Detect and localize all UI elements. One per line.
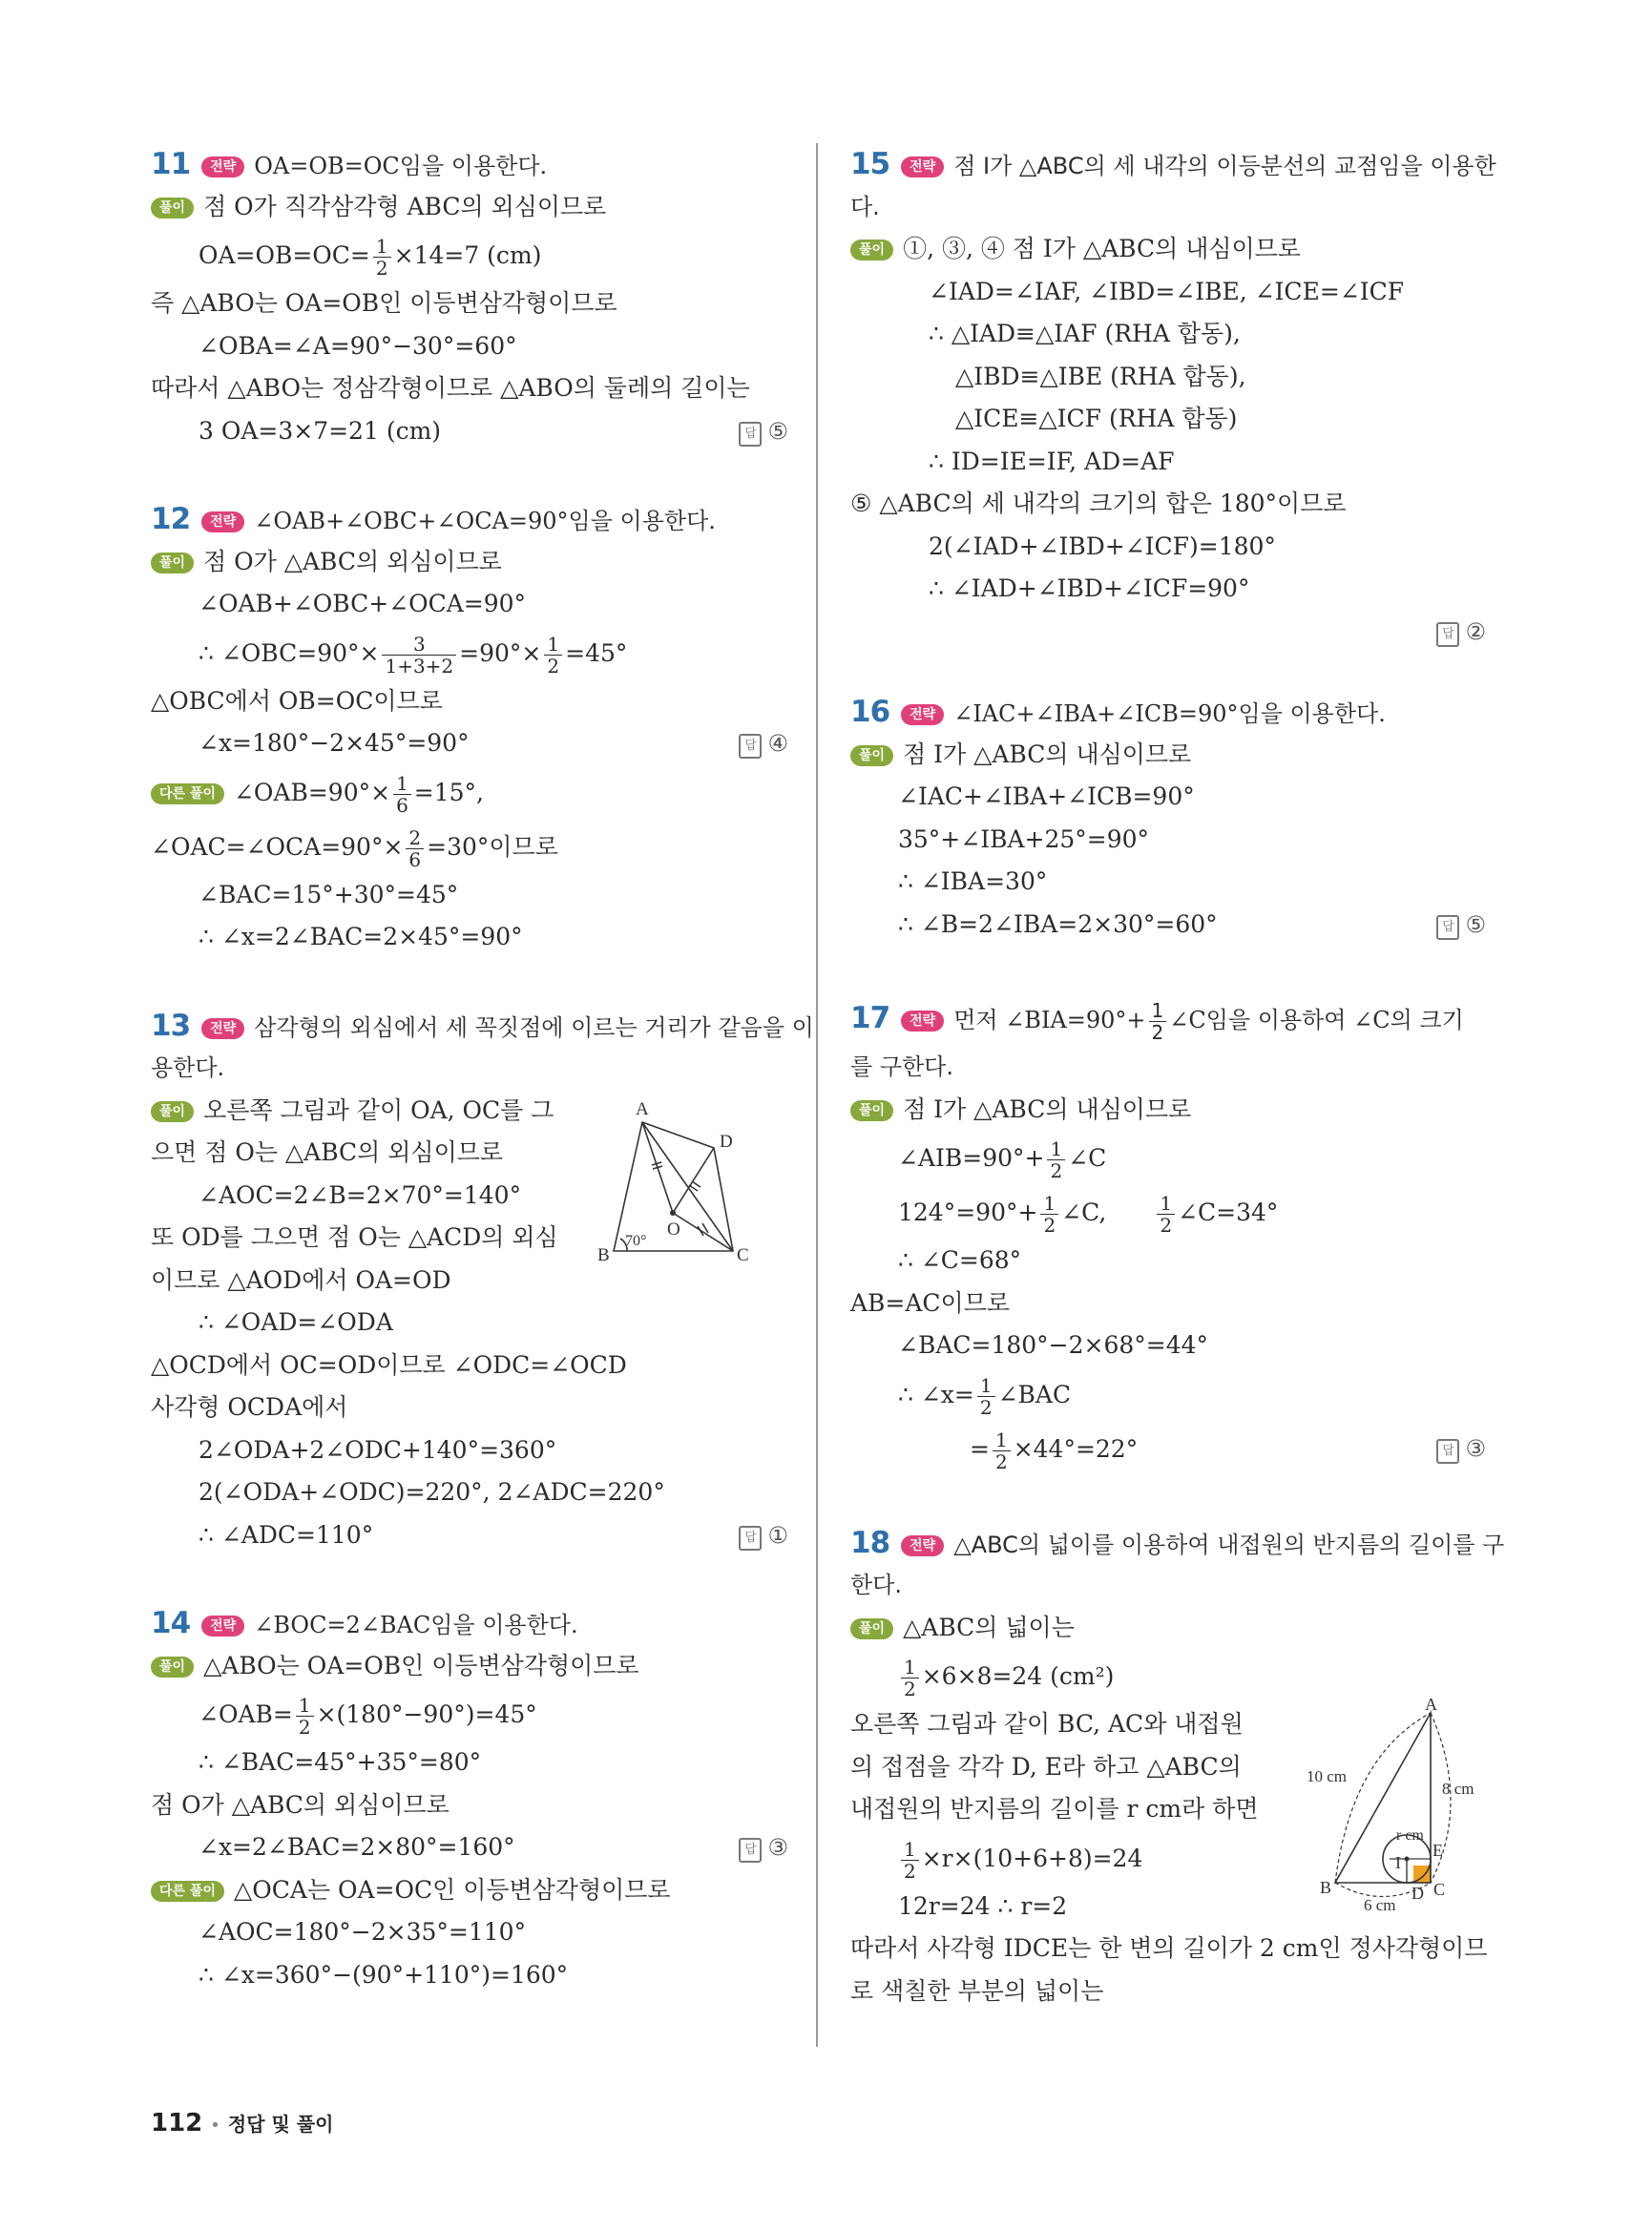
fraction: $\frac{1}{2}$ — [373, 236, 391, 279]
solution-line: △ICE≡△ICF (RHA 합동) — [955, 405, 1238, 432]
solution-line: ∴ ∠x=360°−(90°+110°)=160° — [199, 1960, 569, 1989]
solution-line: 이므로 △AOD에서 OA=OD — [151, 1265, 451, 1294]
label-radius: r cm — [1396, 1826, 1424, 1844]
right-column — [850, 143, 1505, 2012]
solution-line: 3 OA=3×7=21 (cm) — [199, 416, 442, 445]
answer-icon: 답 — [739, 734, 762, 759]
alt-solution-badge: 다른 풀이 — [151, 783, 224, 804]
problem-number: 15 — [850, 147, 890, 181]
fraction: $\frac{1}{2}$ — [1040, 1193, 1058, 1236]
solution-line: ∠IAD=∠IAF, ∠IBD=∠IBE, ∠ICE=∠ICF — [929, 277, 1405, 305]
answer-mark: 답 ⑤ — [1436, 904, 1486, 947]
label-bc-length: 6 cm — [1364, 1895, 1396, 1913]
answer-icon: 답 — [1436, 915, 1459, 940]
solution-badge: 풀이 — [151, 553, 194, 573]
solution-line: ∠OBA=∠A=90°−30°=60° — [199, 331, 517, 360]
label-c: C — [737, 1244, 749, 1265]
solution-line: ∴ ∠x=2∠BAC=2×45°=90° — [199, 923, 523, 950]
fraction: $\frac{1}{2}$ — [901, 1839, 919, 1882]
label-a: A — [636, 1098, 649, 1119]
solution-line: 2(∠ODA+∠ODC)=220°, 2∠ADC=220° — [199, 1478, 665, 1506]
problem-number: 12 — [151, 502, 191, 536]
problem-12: 12 전략 ∠OAB+∠OBC+∠OCA=90°임을 이용한다. 풀이 점 O가 △ABC의 외심이므로 ∠OAB+∠OBC+∠OCA=90° ∴ ∠OBC=90°× $\frac{3}{1+3+2}$ =90°× $\frac{1}{2}$ =45° △OBC에서 OB=OC이므로 ∠x=180°−2×45°=90° 답 ④ 다른 풀이 ∠OAB=90°× $\frac{1}{6}$ =15°, ∠OAC=∠OCA=90°× $\frac{2}{6}$ =30°이므로 ∠BAC=15°+30°=45° ∴ ∠x=2∠BAC=2×45°=90° — [151, 498, 788, 959]
label-a: A — [1425, 1698, 1437, 1714]
strategy-text: 한다. — [850, 1572, 902, 1598]
label-ac-length: 8 cm — [1442, 1779, 1474, 1798]
strategy-text: ∠IAC+∠IBA+∠ICB=90°임을 이용한다. — [953, 700, 1386, 727]
solution-line: 12r=24 ∴ r=2 — [898, 1891, 1068, 1920]
problem-number: 16 — [850, 695, 890, 729]
solution-line: 즉 △ABO는 OA=OB인 이등변삼각형이므로 — [151, 289, 617, 317]
fraction: $\frac{1}{2}$ — [901, 1657, 919, 1699]
problem-15: 15 전략 점 I가 △ABC의 세 내각의 이등분선의 교점임을 이용한 다. 풀이 ①, ③, ④ 점 I가 △ABC의 내심이므로 ∠IAD=∠IAF, ∠IBD=∠IBE, ∠ICE=∠ICF ∴ △IAD≡△IAF (RHA 합동), △IBD≡△IBE (RHA 합동), △ICE≡△ICF (RHA 합동) ∴ ID=IE=IF, AD=AF ⑤ △ABC의 세 내각의 크기의 합은 180°이므로 2(∠IAD+∠IBD+∠ICF)=180° ∴ ∠IAD+∠IBD+∠ICF=90° 답 ② — [850, 143, 1486, 653]
fraction: $\frac{1}{2}$ — [1149, 1000, 1167, 1043]
solution-line: ⑤ △ABC의 세 내각의 크기의 합은 180°이므로 — [850, 490, 1347, 517]
quadrilateral-figure — [595, 1098, 785, 1270]
solution-badge: 풀이 — [151, 1101, 194, 1122]
incircle-triangle-figure — [1299, 1699, 1486, 1913]
label-i: I — [1395, 1852, 1401, 1872]
fraction: $\frac{2}{6}$ — [406, 827, 424, 870]
strategy-text: ∠OAB+∠OBC+∠OCA=90°임을 이용한다. — [254, 508, 716, 534]
answer-mark: 답 ③ — [1436, 1422, 1486, 1476]
solution-line: 로 색칠한 부분의 넓이는 — [850, 1976, 1104, 2005]
solution-line: 2∠ODA+2∠ODC+140°=360° — [199, 1435, 557, 1464]
solution-line: ∠BAC=180°−2×68°=44° — [898, 1331, 1209, 1359]
strategy-badge: 전략 — [201, 1018, 244, 1039]
label-b: B — [597, 1244, 610, 1265]
solution-line: ∴ ∠IAD+∠IBD+∠ICF=90° — [929, 574, 1250, 602]
fraction: $\frac{1}{2}$ — [544, 634, 562, 677]
footer-title: 정답 및 풀이 — [227, 2113, 334, 2136]
problem-11: 11 전략 OA=OB=OC임을 이용한다. 풀이 점 O가 직각삼각형 ABC의 외심이므로 OA=OB=OC= $\frac{1}{2}$ ×14=7 (cm) 즉 △ABO는 OA=OB인 이등변삼각형이므로 ∠OBA=∠A=90°−30°=60° 따라서 △ABO는 정삼각형이므로 △ABO의 둘레의 길이는 3 OA=3×7=21 (cm) 답 ⑤ — [151, 143, 788, 452]
solution-line: ∴ ∠C=68° — [898, 1246, 1022, 1274]
problem-number: 11 — [151, 147, 191, 181]
solution-line: 으면 점 O는 △ABC의 외심이므로 — [151, 1138, 504, 1166]
answer-mark: 답 ① — [739, 1514, 788, 1557]
solution-badge: 풀이 — [151, 198, 194, 219]
solution-line: 내접원의 반지름의 길이를 r cm라 하면 — [850, 1795, 1259, 1823]
solution-line: 35°+∠IBA+25°=90° — [898, 824, 1150, 853]
solution-badge: 풀이 — [850, 240, 893, 261]
fraction: $\frac{1}{2}$ — [993, 1429, 1011, 1472]
solution-line: 따라서 △ABO는 정삼각형이므로 △ABO의 둘레의 길이는 — [151, 374, 750, 402]
separator-dot: • — [210, 2116, 220, 2136]
problem-number: 18 — [850, 1525, 890, 1560]
answer-icon: 답 — [1436, 622, 1459, 647]
solution-line: ∴ ∠IBA=30° — [898, 867, 1048, 895]
strategy-text: 점 I가 △ABC의 세 내각의 이등분선의 교점임을 이용한 — [953, 153, 1496, 179]
problem-number: 14 — [151, 1606, 191, 1640]
problem-18: 18 전략 △ABC의 넓이를 이용하여 내접원의 반지름의 길이를 구 한다. 풀이 △ABC의 넓이는 $\frac{1}{2}$ ×6×8=24 (cm²) 오른쪽 그림과 같이 BC, AC와 내접원 의 접점을 각각 D, E라 하고 △ABC의 내접원의 반지름의 길이를 r cm라 하면 $\frac{1}{2}$ ×r×(10+6+8)=24 12r=24 ∴ r=2 따라서 사각형 IDCE는 한 변의 길이가 2 cm인 정사각형이므 로 색칠한 부분의 넓이는 A B C D E I 10 cm 8 cm 6 cm r cm — [850, 1522, 1486, 2013]
solution-line: ∠AOC=180°−2×35°=110° — [199, 1918, 527, 1946]
solution-line: △OCD에서 OC=OD이므로 ∠ODC=∠OCD — [151, 1350, 627, 1379]
solution-line: △IBD≡△IBE (RHA 합동), — [955, 362, 1246, 390]
strategy-badge: 전략 — [901, 704, 944, 725]
fraction: $\frac{1}{2}$ — [296, 1695, 314, 1738]
solution-line: 사각형 OCDA에서 — [151, 1393, 348, 1421]
solution-line: ∠IAC+∠IBA+∠ICB=90° — [898, 782, 1195, 810]
solution-line: 오른쪽 그림과 같이 BC, AC와 내접원 — [850, 1710, 1244, 1738]
problem-13: 13 전략 삼각형의 외심에서 세 꼭짓점에 이르는 거리가 같음을 이 용한다. 풀이 오른쪽 그림과 같이 OA, OC를 그 으면 점 O는 △ABC의 외심이므로 ∠AOC=2∠B=2×70°=140° 또 OD를 그으면 점 O는 △ACD의 외심 이므로 △AOD에서 OA=OD ∴ ∠OAD=∠ODA △OCD에서 OC=OD이므로 ∠ODC=∠OCD 사각형 OCDA에서 2∠ODA+2∠ODC+140°=360° 2(∠ODA+∠ODC)=220°, 2∠ADC=220° ∴ ∠ADC=110° 답 ① A D B C O 70° — [151, 1005, 788, 1557]
strategy-badge: 전략 — [201, 156, 244, 177]
answer-mark: 답 ④ — [739, 722, 788, 765]
label-angle: 70° — [625, 1232, 647, 1249]
solution-line: ∠OAB+∠OBC+∠OCA=90° — [199, 590, 527, 617]
solution-line: ∴ ID=IE=IF, AD=AF — [929, 447, 1175, 475]
solution-line: ∴ ∠BAC=45°+35°=80° — [199, 1748, 482, 1776]
answer-mark: 답 ② — [1436, 611, 1486, 654]
left-column — [151, 143, 814, 1996]
fraction: $\frac{1}{6}$ — [393, 773, 411, 816]
solution-line: ∠BAC=15°+30°=45° — [199, 880, 459, 908]
answer-icon: 답 — [739, 1526, 762, 1551]
page-footer — [151, 2109, 333, 2137]
answer-mark: 답 ③ — [739, 1826, 788, 1869]
strategy-text: 다. — [850, 193, 880, 220]
label-c: C — [1433, 1879, 1446, 1899]
solution-line: AB=AC이므로 — [850, 1288, 1011, 1317]
solution-line: △OBC에서 OB=OC이므로 — [151, 686, 443, 715]
alt-solution-badge: 다른 풀이 — [151, 1881, 224, 1902]
label-d: D — [1412, 1883, 1424, 1903]
problem-number: 17 — [850, 1001, 890, 1035]
answer-icon: 답 — [739, 422, 762, 447]
problem-16: 16 전략 ∠IAC+∠IBA+∠ICB=90°임을 이용한다. 풀이 점 I가 △ABC의 내심이므로 ∠IAC+∠IBA+∠ICB=90° 35°+∠IBA+25°=90° ∴ ∠IBA=30° ∴ ∠B=2∠IBA=2×30°=60° 답 ⑤ — [850, 691, 1486, 946]
label-b: B — [1320, 1877, 1332, 1897]
solution-badge: 풀이 — [151, 1657, 194, 1678]
solution-line: 점 O가 직각삼각형 ABC의 외심이므로 — [203, 192, 607, 220]
strategy-text: OA=OB=OC임을 이용한다. — [254, 153, 548, 179]
fraction: $\frac{1}{2}$ — [977, 1375, 995, 1418]
strategy-badge: 전략 — [201, 1616, 244, 1637]
strategy-text: 를 구한다. — [850, 1053, 953, 1080]
solution-line: 의 접점을 각각 D, E라 하고 △ABC의 — [850, 1752, 1242, 1781]
solution-line: 2(∠IAD+∠IBD+∠ICF)=180° — [929, 532, 1276, 560]
fraction: $\frac{3}{1+3+2}$ — [382, 634, 456, 677]
label-e: E — [1432, 1840, 1443, 1860]
fraction: $\frac{1}{2}$ — [1047, 1138, 1065, 1181]
solution-badge: 풀이 — [850, 1100, 893, 1121]
answer-icon: 답 — [739, 1838, 762, 1863]
strategy-badge: 전략 — [901, 156, 944, 177]
solution-line: 또 OD를 그으면 점 O는 △ACD의 외심 — [151, 1223, 558, 1251]
strategy-text: 삼각형의 외심에서 세 꼭짓점에 이르는 거리가 같음을 이 — [254, 1013, 814, 1041]
solution-badge: 풀이 — [850, 1618, 893, 1639]
problem-number: 13 — [151, 1008, 191, 1043]
label-o: O — [667, 1219, 680, 1240]
column-divider — [816, 143, 818, 2047]
problem-17: 17 전략 먼저 ∠BIA=90°+ $\frac{1}{2}$ ∠C임을 이용하여 ∠C의 크기 를 구한다. 풀이 점 I가 △ABC의 내심이므로 ∠AIB=90°+ $\frac{1}{2}$ ∠C 124°=90°+ $\frac{1}{2}$ ∠C, $\frac{1}{2}$ ∠C=34° ∴ ∠C=68° AB=AC이므로 ∠BAC=180°−2×68°=44° ∴ ∠x= $\frac{1}{2}$ ∠BAC = $\frac{1}{2}$ ×44°=22° 답 ③ — [850, 991, 1486, 1476]
solution-line: ∴ ∠OAD=∠ODA — [199, 1308, 393, 1336]
problem-14: 14 전략 ∠BOC=2∠BAC임을 이용한다. 풀이 △ABO는 OA=OB인 이등변삼각형이므로 ∠OAB= $\frac{1}{2}$ ×(180°−90°)=45° ∴ ∠BAC=45°+35°=80° 점 O가 △ABC의 외심이므로 ∠x=2∠BAC=2×80°=160° 답 ③ 다른 풀이 △OCA는 OA=OC인 이등변삼각형이므로 ∠AOC=180°−2×35°=110° ∴ ∠x=360°−(90°+110°)=160° — [151, 1602, 788, 1996]
answer-mark: 답 ⑤ — [739, 410, 788, 453]
page-number: 112 — [151, 2109, 203, 2137]
solution-line: ∴ △IAD≡△IAF (RHA 합동), — [929, 320, 1241, 347]
strategy-text: 용한다. — [151, 1054, 225, 1081]
strategy-badge: 전략 — [201, 511, 244, 532]
strategy-badge: 전략 — [901, 1535, 944, 1556]
answer-icon: 답 — [1436, 1439, 1459, 1464]
label-ab-length: 10 cm — [1307, 1766, 1348, 1785]
solution-line: 점 O가 △ABC의 외심이므로 — [151, 1790, 450, 1819]
label-d: D — [720, 1131, 733, 1152]
strategy-badge: 전략 — [901, 1011, 944, 1032]
solution-line: 따라서 사각형 IDCE는 한 변의 길이가 2 cm인 정사각형이므 — [850, 1934, 1488, 1962]
strategy-text: ∠BOC=2∠BAC임을 이용한다. — [254, 1612, 578, 1638]
solution-line: ∠AOC=2∠B=2×70°=140° — [199, 1180, 522, 1209]
solution-badge: 풀이 — [850, 745, 893, 766]
strategy-text: △ABC의 넓이를 이용하여 내접원의 반지름의 길이를 구 — [953, 1531, 1505, 1558]
fraction: $\frac{1}{2}$ — [1157, 1193, 1175, 1236]
